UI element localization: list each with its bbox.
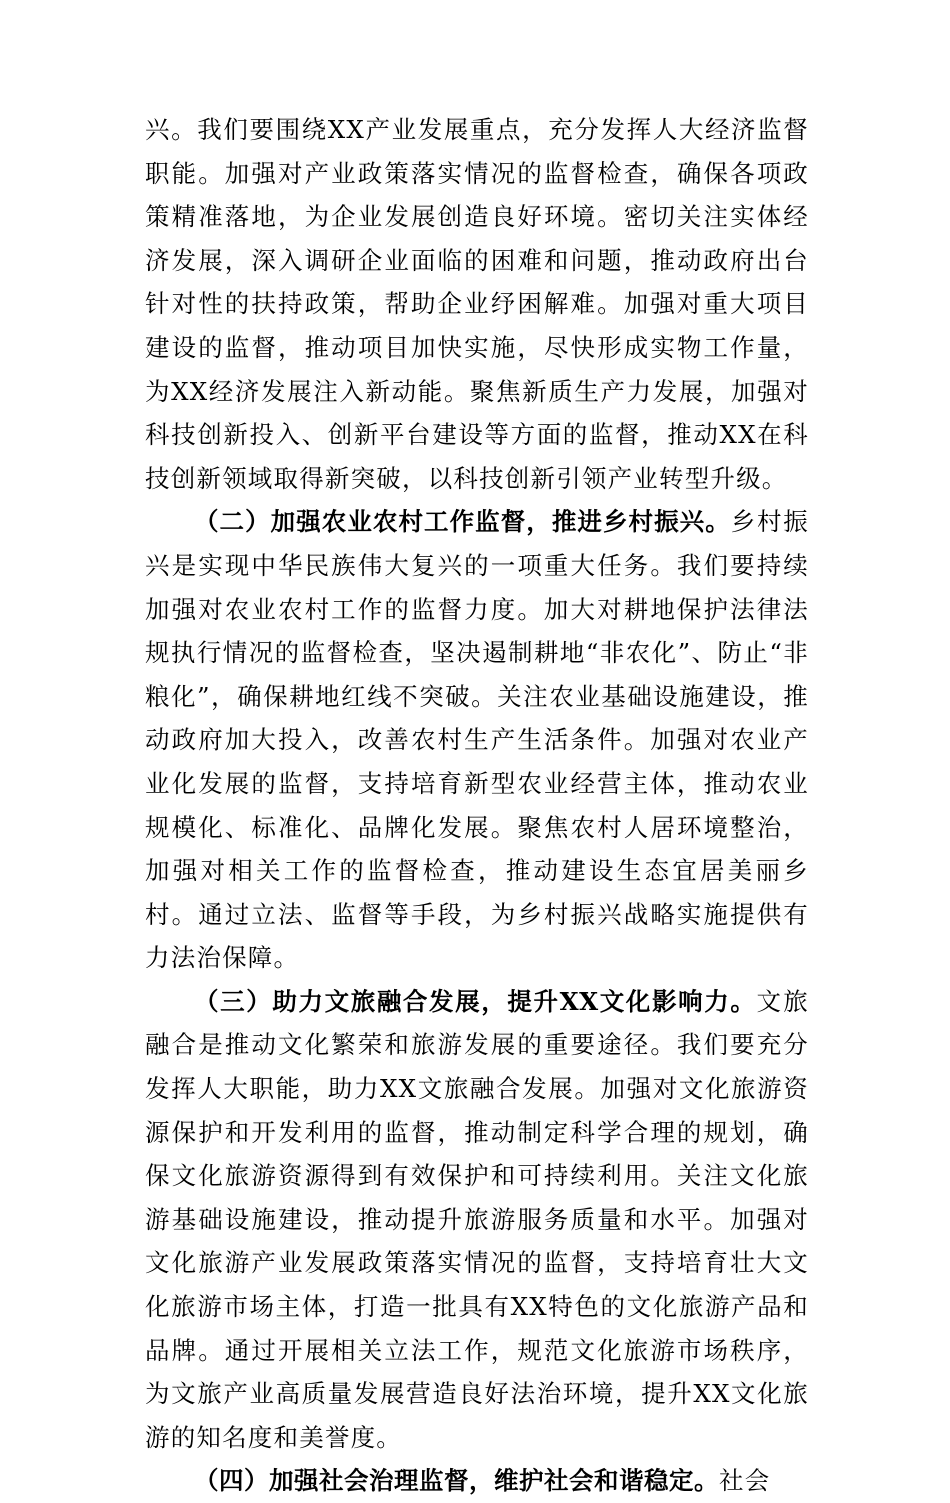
section-4-heading: （四）加强社会治理监督，维护社会和谐稳定。 [194, 1466, 719, 1496]
section-3-heading: （三）助力文旅融合发展，提升XX文化影响力。 [194, 986, 757, 1016]
paragraph-3-body: 文旅融合是推动文化繁荣和旅游发展的重要途径。我们要充分发挥人大职能，助力XX文旅融合发展。加强对文化旅游资源保护和开发利用的监督，推动制定科学合理的规划，确保文化旅游资源得到有效保护和可持续利用。关注文化旅游基础设施建设，推动提升旅游服务质量和水平。加强对文化旅游产业发展政策落实情况的监督，支持培育壮大文化旅游市场主体，打造一批具有XX特色的文化旅游产品和品牌。通过开展相关立法工作，规范文化旅游市场秩序，为文旅产业高质量发展营造良好法治环境，提升XX文化旅游的知名度和美誉度。 [145, 986, 809, 1452]
section-2-heading: （二）加强农业农村工作监督，推进乡村振兴。 [194, 507, 731, 537]
document-body [145, 108, 809, 1503]
paragraph-4 [145, 1459, 809, 1503]
paragraph-3 [145, 980, 809, 1460]
paragraph-1-body: 兴。我们要围绕XX产业发展重点，充分发挥人大经济监督职能。加强对产业政策落实情况的监督检查，确保各项政策精准落地，为企业发展创造良好环境。密切关注实体经济发展，深入调研企业面临的困难和问题，推动政府出台针对性的扶持政策，帮助企业纾困解难。加强对重大项目建设的监督，推动项目加快实施，尽快形成实物工作量，为XX经济发展注入新动能。聚焦新质生产力发展，加强对科技创新投入、创新平台建设等方面的监督，推动XX在科技创新领域取得新突破，以科技创新引领产业转型升级。 [145, 115, 809, 493]
paragraph-2 [145, 500, 809, 980]
paragraph-4-body: 社会 [719, 1466, 771, 1496]
paragraph-2-body: 乡村振兴是实现中华民族伟大复兴的一项重大任务。我们要持续加强对农业农村工作的监督力度。加大对耕地保护法律法规执行情况的监督检查，坚决遏制耕地“非农化”、防止“非粮化”，确保耕地红线不突破。关注农业基础设施建设，推动政府加大投入，改善农村生产生活条件。加强对农业产业化发展的监督，支持培育新型农业经营主体，推动农业规模化、标准化、品牌化发展。聚焦农村人居环境整治，加强对相关工作的监督检查，推动建设生态宜居美丽乡村。通过立法、监督等手段，为乡村振兴战略实施提供有力法治保障。 [145, 507, 810, 973]
paragraph-1 [145, 108, 809, 500]
